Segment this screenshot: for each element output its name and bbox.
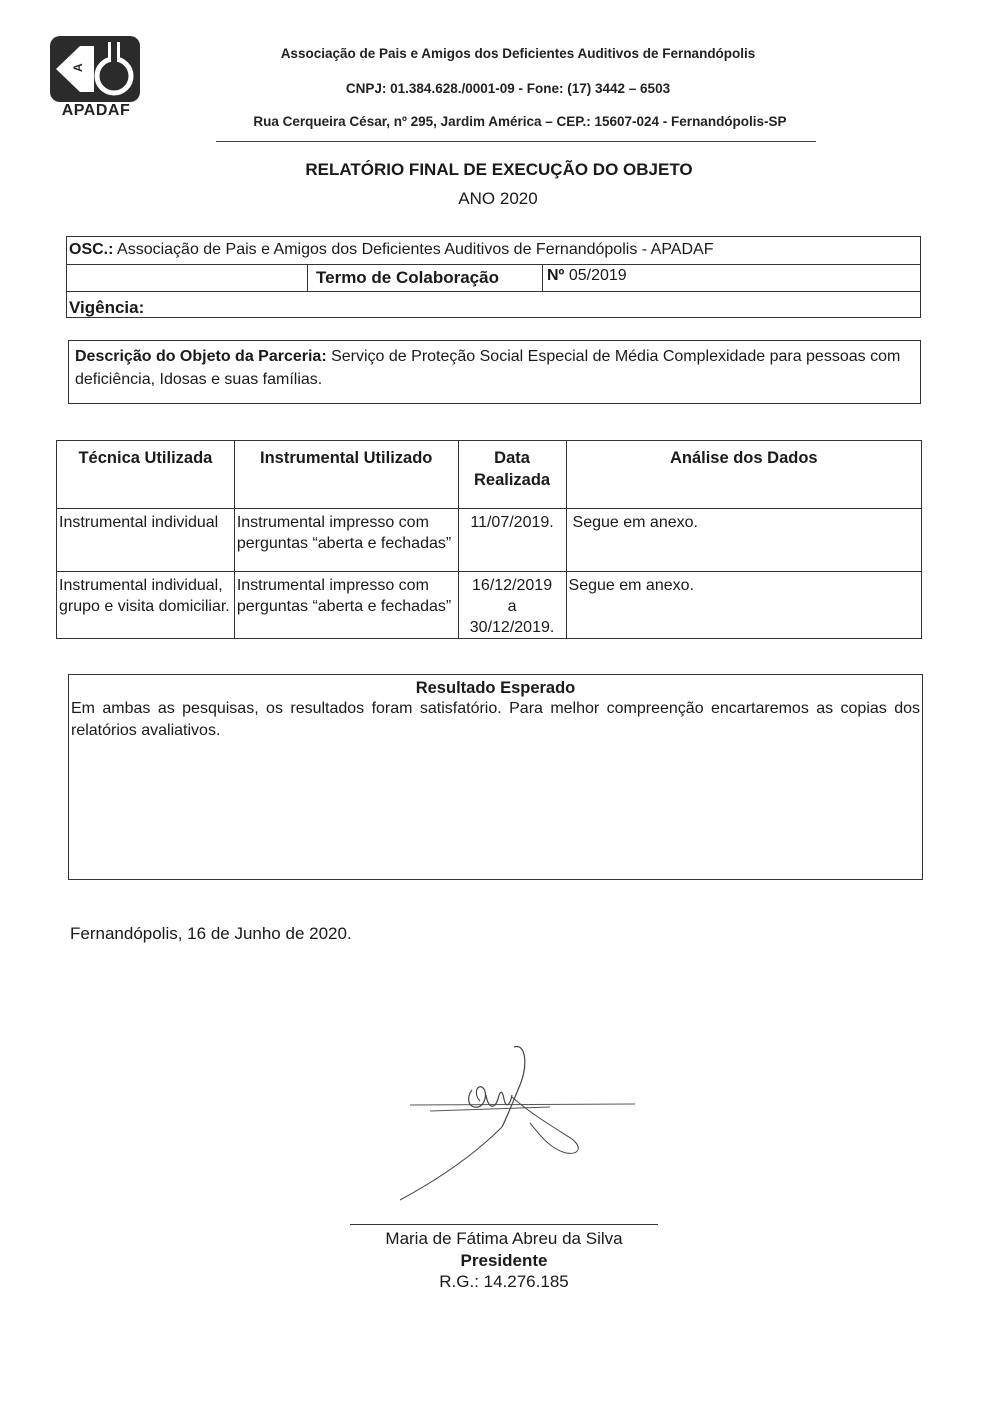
col-header-tecnica: Técnica Utilizada	[57, 441, 235, 509]
address: Rua Cerqueira César, nº 295, Jardim América – CEP.: 15607-024 - Fernandópolis-SP	[253, 114, 787, 129]
cell-analise: Segue em anexo.	[566, 572, 921, 639]
logo-emblem-icon	[50, 36, 140, 102]
place-date: Fernandópolis, 16 de Junho de 2020.	[70, 924, 352, 943]
descricao-objeto-box	[68, 340, 921, 404]
cell-analise: Segue em anexo.	[566, 509, 921, 572]
document-year: ANO 2020	[458, 189, 538, 208]
vigencia-label: Vigência:	[69, 298, 145, 317]
descricao-label: Descrição do Objeto da Parceria:	[75, 348, 327, 365]
date-end: 30/12/2019.	[469, 619, 555, 636]
divider	[67, 291, 920, 292]
header-divider	[216, 141, 816, 142]
resultado-text: Em ambas as pesquisas, os resultados foram satisfatório. Para melhor compreenção encartaremos as copias dos relatórios avaliativos.	[71, 700, 920, 739]
cell-data: 11/07/2019.	[458, 509, 566, 572]
cell-tecnica: Instrumental individual	[57, 509, 235, 572]
resultado-title: Resultado Esperado	[415, 679, 576, 697]
resultado-esperado-box	[68, 674, 923, 880]
techniques-table	[56, 440, 922, 639]
cell-instrumental: Instrumental impresso com perguntas “aberta e fechadas”	[234, 572, 458, 639]
table-header-row	[57, 441, 922, 509]
cell-instrumental: Instrumental impresso com perguntas “aberta e fechadas”	[234, 509, 458, 572]
osc-info-box	[66, 236, 921, 318]
apadaf-logo	[50, 36, 142, 120]
cell-data	[458, 572, 566, 639]
col-header-analise: Análise dos Dados	[566, 441, 921, 509]
document-title: RELATÓRIO FINAL DE EXECUÇÃO DO OBJETO	[305, 160, 693, 179]
date-separator: a	[507, 598, 517, 615]
signatory-name: Maria de Fátima Abreu da Silva	[385, 1229, 623, 1248]
termo-number	[547, 267, 627, 285]
col-header-instrumental: Instrumental Utilizado	[234, 441, 458, 509]
table-row	[57, 572, 922, 639]
col-header-data: Data Realizada	[458, 441, 566, 509]
numero-value: 05/2019	[564, 267, 627, 284]
signatory-role: Presidente	[460, 1251, 548, 1270]
table-row	[57, 509, 922, 572]
cnpj-phone: CNPJ: 01.384.628./0001-09 - Fone: (17) 3442 – 6503	[345, 81, 671, 96]
org-name: Associação de Pais e Amigos dos Deficientes Auditivos de Fernandópolis	[280, 46, 756, 61]
cell-tecnica: Instrumental individual, grupo e visita domiciliar.	[57, 572, 235, 639]
numero-label: Nº	[547, 267, 565, 284]
signature-line	[350, 1224, 658, 1225]
osc-row	[69, 241, 713, 259]
logo-text: APADAF	[61, 102, 131, 119]
svg-text:A: A	[71, 63, 85, 72]
date-start: 16/12/2019	[472, 577, 553, 594]
signatory-rg: R.G.: 14.276.185	[439, 1272, 569, 1291]
osc-label: OSC.:	[69, 241, 114, 258]
osc-value: Associação de Pais e Amigos dos Deficientes Auditivos de Fernandópolis - APADAF	[113, 241, 714, 258]
descricao-text: Serviço de Proteção Social Especial de Média Complexidade para pessoas com deficiência, Idosas e suas famílias.	[75, 348, 901, 388]
handwritten-signature	[390, 1035, 650, 1215]
termo-colaboracao-label: Termo de Colaboração	[307, 265, 543, 292]
